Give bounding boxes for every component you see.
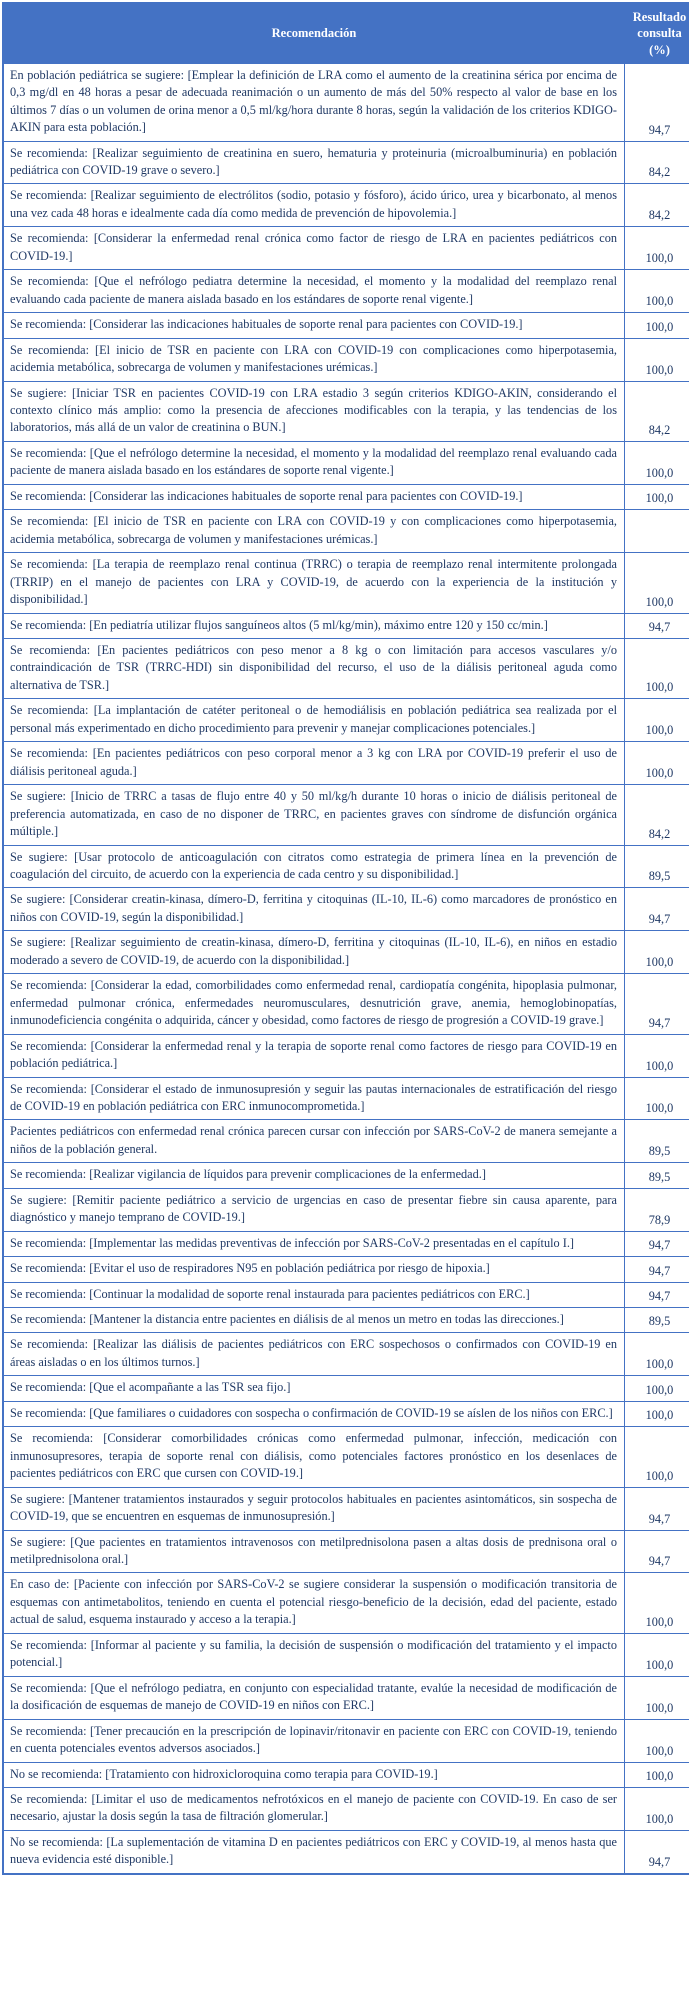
table-row — [3, 1077, 689, 1120]
recommendation-cell: Se recomienda: [Que el nefrólogo pediatra, en conjunto con especialidad tratante, evalúe la necesidad de modificación de la dosificación de esquemas de manejo de COVID-19 en niños con ERC.] — [3, 1676, 625, 1719]
result-cell: 100,0 — [625, 1401, 689, 1426]
recommendation-cell: Se recomienda: [Implementar las medidas preventivas de infección por SARS-CoV-2 presentadas en el capítulo I.] — [3, 1231, 625, 1256]
recommendation-cell: Se recomienda: [Considerar la enfermedad renal crónica como factor de riesgo de LRA en pacientes pediátricos con COVID-19.] — [3, 227, 625, 270]
recommendation-cell: Se recomienda: [Considerar las indicaciones habituales de soporte renal para pacientes con COVID-19.] — [3, 313, 625, 338]
result-cell: 100,0 — [625, 638, 689, 698]
result-cell: 100,0 — [625, 1034, 689, 1077]
table-row — [3, 553, 689, 613]
result-cell: 100,0 — [625, 1633, 689, 1676]
result-cell: 84,2 — [625, 785, 689, 845]
table-row — [3, 1401, 689, 1426]
table-row — [3, 381, 689, 441]
consensus-table — [2, 2, 689, 1875]
result-cell: 100,0 — [625, 1427, 689, 1487]
result-cell: 94,7 — [625, 888, 689, 931]
recommendation-cell: Se recomienda: [Continuar la modalidad de soporte renal instaurada para pacientes pediátricos con ERC.] — [3, 1282, 625, 1307]
result-cell: 100,0 — [625, 484, 689, 509]
table-row — [3, 313, 689, 338]
table-row — [3, 1530, 689, 1573]
table-row — [3, 1762, 689, 1787]
result-cell: 94,7 — [625, 1487, 689, 1530]
table-row — [3, 888, 689, 931]
result-cell: 100,0 — [625, 1573, 689, 1633]
result-cell: 100,0 — [625, 699, 689, 742]
recommendation-cell: Se recomienda: [Que el nefrólogo pediatra determine la necesidad, el momento y la modalidad del reemplazo renal evaluando cada paciente de manera aislada basado en los estándares de soporte renal vigente.] — [3, 270, 625, 313]
result-cell: 94,7 — [625, 1282, 689, 1307]
result-cell: 89,5 — [625, 845, 689, 888]
column-header-result: Resultado consulta (%) — [625, 3, 689, 63]
result-cell: 94,7 — [625, 613, 689, 638]
recommendation-cell: Se recomienda: [Realizar vigilancia de líquidos para prevenir complicaciones de la enfermedad.] — [3, 1163, 625, 1188]
table-row — [3, 63, 689, 141]
result-cell: 100,0 — [625, 1376, 689, 1401]
table-row — [3, 1376, 689, 1401]
result-cell: 84,2 — [625, 381, 689, 441]
recommendation-cell: Se recomienda: [Considerar la edad, comorbilidades como enfermedad renal, cardiopatía congénita, hipoplasia pulmonar, enfermedad pulmonar crónica, enfermedades neuromusculares, desnutrición grave, anemia, hemoglobinopatías, inmunodeficiencia congénita o adquirida, cáncer y obesidad, como factores de riesgo de progresión a COVID-19 grave.] — [3, 974, 625, 1034]
column-header-recommendation: Recomendación — [3, 3, 625, 63]
recommendation-cell: Se sugiere: [Remitir paciente pediátrico a servicio de urgencias en caso de presentar fiebre sin causa aparente, para diagnóstico y manejo temprano de COVID-19.] — [3, 1188, 625, 1231]
table-row — [3, 270, 689, 313]
recommendation-cell: Se recomienda: [El inicio de TSR en paciente con LRA con COVID-19 con complicaciones como hiperpotasemia, acidemia metabólica, sobrecarga de volumen y manifestaciones urémicas.] — [3, 338, 625, 381]
table-row — [3, 1333, 689, 1376]
recommendation-cell: Pacientes pediátricos con enfermedad renal crónica parecen cursar con infección por SARS-CoV-2 de manera semejante a niños de la población general. — [3, 1120, 625, 1163]
recommendation-cell: Se recomienda: [Realizar seguimiento de electrólitos (sodio, potasio y fósforo), ácido úrico, urea y bicarbonato, al menos una vez cada 48 horas e idealmente cada día como medida de prevención de hipovolemia.] — [3, 184, 625, 227]
recommendation-cell: Se recomienda: [Realizar las diálisis de pacientes pediátricos con ERC sospechosos o confirmados con COVID-19 en áreas aisladas o en los últimos turnos.] — [3, 1333, 625, 1376]
recommendation-cell: Se sugiere: [Mantener tratamientos instaurados y seguir protocolos habituales en pacientes asintomáticos, sin sospecha de COVID-19, que se encuentren en esquemas de inmunosupresión.] — [3, 1487, 625, 1530]
table-row — [3, 1282, 689, 1307]
result-cell: 100,0 — [625, 553, 689, 613]
result-cell: 100,0 — [625, 1788, 689, 1831]
recommendation-cell: Se sugiere: [Usar protocolo de anticoagulación con citratos como estrategia de primera línea en la prevención de coagulación del circuito, de acuerdo con la experiencia de cada centro y su disponibilidad.] — [3, 845, 625, 888]
recommendation-cell: Se recomienda: [Considerar el estado de inmunosupresión y seguir las pautas internacionales de estratificación del riesgo de COVID-19 en población pediátrica con ERC inmunocomprometida.] — [3, 1077, 625, 1120]
recommendation-cell: Se recomienda: [Considerar las indicaciones habituales de soporte renal para pacientes con COVID-19.] — [3, 484, 625, 509]
recommendation-cell: Se recomienda: [Que el acompañante a las TSR sea fijo.] — [3, 1376, 625, 1401]
result-cell: 94,7 — [625, 1257, 689, 1282]
recommendation-cell: Se recomienda: [La implantación de catéter peritoneal o de hemodiálisis en población pediátrica sea realizada por el personal más experimentado en dicho procedimiento para prevenir y manejar complicaciones potenciales.] — [3, 699, 625, 742]
recommendation-cell: Se sugiere: [Iniciar TSR en pacientes COVID-19 con LRA estadio 3 según criterios KDIGO-AKIN, considerando el contexto clínico más amplio: como la presencia de afecciones modificables con la terapia, y las tendencias de los laboratorios, más allá de un valor de creatinina o BUN.] — [3, 381, 625, 441]
result-cell: 84,2 — [625, 141, 689, 184]
recommendation-cell: No se recomienda: [Tratamiento con hidroxicloroquina como terapia para COVID-19.] — [3, 1762, 625, 1787]
recommendation-cell: Se recomienda: [Que el nefrólogo determine la necesidad, el momento y la modalidad del reemplazo renal evaluando cada paciente de manera aislada basado en los estándares de soporte renal vigente.] — [3, 441, 625, 484]
table-row — [3, 1257, 689, 1282]
table-row — [3, 1573, 689, 1633]
result-cell: 100,0 — [625, 742, 689, 785]
result-cell: 89,5 — [625, 1120, 689, 1163]
result-cell: 100,0 — [625, 270, 689, 313]
table-row — [3, 931, 689, 974]
table-row — [3, 638, 689, 698]
result-cell — [625, 510, 689, 553]
recommendation-cell: Se recomienda: [Evitar el uso de respiradores N95 en población pediátrica por riesgo de hipoxia.] — [3, 1257, 625, 1282]
recommendation-cell: Se recomienda: [En pediatría utilizar flujos sanguíneos altos (5 ml/kg/min), máximo entre 120 y 150 cc/min.] — [3, 613, 625, 638]
table-body — [3, 63, 689, 1874]
recommendation-cell: Se sugiere: [Que pacientes en tratamientos intravenosos con metilprednisolona pasen a altas dosis de prednisona oral o metilprednisolona oral.] — [3, 1530, 625, 1573]
table-row — [3, 1487, 689, 1530]
table-row — [3, 441, 689, 484]
recommendation-cell: Se recomienda: [Considerar comorbilidades crónicas como enfermedad pulmonar, infección, medicación con inmunosupresores, terapia de soporte renal con diálisis, como potenciales factores pronóstico en los desenlaces de pacientes pediátricos con ERC que cursen con COVID-19.] — [3, 1427, 625, 1487]
result-cell: 100,0 — [625, 313, 689, 338]
result-cell: 78,9 — [625, 1188, 689, 1231]
table-row — [3, 785, 689, 845]
result-cell: 100,0 — [625, 931, 689, 974]
recommendation-cell: Se recomienda: [Mantener la distancia entre pacientes en diálisis de al menos un metro en todas las direcciones.] — [3, 1308, 625, 1333]
recommendation-cell: Se recomienda: [En pacientes pediátricos con peso corporal menor a 3 kg con LRA por COVID-19 preferir el uso de diálisis peritoneal aguda.] — [3, 742, 625, 785]
recommendation-cell: Se recomienda: [La terapia de reemplazo renal continua (TRRC) o terapia de reemplazo renal intermitente prolongada (TRRIP) en el manejo de pacientes con LRA y COVID-19, de acuerdo con la experiencia de la institución y disponibilidad.] — [3, 553, 625, 613]
table-row — [3, 184, 689, 227]
result-cell: 100,0 — [625, 227, 689, 270]
result-cell: 89,5 — [625, 1163, 689, 1188]
recommendation-cell: En población pediátrica se sugiere: [Emplear la definición de LRA como el aumento de la creatinina sérica por encima de 0,3 mg/dl en 48 horas a pesar de adecuada reanimación o un aumento de más del 50% respecto al valor de base en los últimos 7 días o un volumen de orina menor a 0,5 ml/kg/hora durante 8 horas, según la validación de los criterios KDIGO-AKIN para esta población.] — [3, 63, 625, 141]
result-cell: 100,0 — [625, 441, 689, 484]
table-row — [3, 1788, 689, 1831]
recommendation-cell: Se sugiere: [Realizar seguimiento de creatin-kinasa, dímero-D, ferritina y citoquinas (IL-10, IL-6), en niños en estadio moderado a severo de COVID-19, de acuerdo con la disponibilidad.] — [3, 931, 625, 974]
result-cell: 100,0 — [625, 1676, 689, 1719]
table-row — [3, 1231, 689, 1256]
result-cell: 100,0 — [625, 1719, 689, 1762]
recommendation-cell: Se recomienda: [Limitar el uso de medicamentos nefrotóxicos en el manejo de paciente con COVID-19. En caso de ser necesario, ajustar la dosis según la tasa de filtración glomerular.] — [3, 1788, 625, 1831]
table-row — [3, 613, 689, 638]
table-row — [3, 1120, 689, 1163]
table-row — [3, 1830, 689, 1873]
result-cell: 94,7 — [625, 1231, 689, 1256]
result-cell: 94,7 — [625, 974, 689, 1034]
recommendation-cell: Se recomienda: [El inicio de TSR en paciente con LRA con COVID-19 y con complicaciones como hiperpotasemia, acidemia metabólica, sobrecarga de volumen y manifestaciones urémicas.] — [3, 510, 625, 553]
recommendation-cell: Se recomienda: [En pacientes pediátricos con peso menor a 8 kg o con limitación para accesos vasculares y/o contraindicación de TSR (TRRC-HDI) sin disponibilidad del recurso, el uso de la diálisis peritoneal aguda como alternativa de TSR.] — [3, 638, 625, 698]
table-header — [3, 3, 689, 63]
table-row — [3, 1034, 689, 1077]
result-cell: 100,0 — [625, 1333, 689, 1376]
table-row — [3, 338, 689, 381]
result-cell: 100,0 — [625, 1077, 689, 1120]
table-row — [3, 845, 689, 888]
recommendation-cell: Se sugiere: [Considerar creatin-kinasa, dímero-D, ferritina y citoquinas (IL-10, IL-6) como marcadores de pronóstico en niños con COVID-19, según la disponibilidad.] — [3, 888, 625, 931]
result-cell: 94,7 — [625, 63, 689, 141]
table-row — [3, 1427, 689, 1487]
table-row — [3, 1308, 689, 1333]
recommendation-cell: No se recomienda: [La suplementación de vitamina D en pacientes pediátricos con ERC y COVID-19, al menos hasta que nueva evidencia esté disponible.] — [3, 1830, 625, 1873]
result-cell: 89,5 — [625, 1308, 689, 1333]
table-row — [3, 1676, 689, 1719]
recommendation-cell: Se sugiere: [Inicio de TRRC a tasas de flujo entre 40 y 50 ml/kg/h durante 10 horas o inicio de diálisis peritoneal de preferencia automatizada, en caso de no disponer de TRRC, en pacientes graves con síndrome de disfunción orgánica múltiple.] — [3, 785, 625, 845]
recommendation-cell: Se recomienda: [Tener precaución en la prescripción de lopinavir/ritonavir en paciente con ERC con COVID-19, teniendo en cuenta potenciales eventos adversos asociados.] — [3, 1719, 625, 1762]
recommendation-cell: Se recomienda: [Considerar la enfermedad renal y la terapia de soporte renal como factores de riesgo para COVID-19 en población pediátrica.] — [3, 1034, 625, 1077]
table-row — [3, 1163, 689, 1188]
recommendation-cell: En caso de: [Paciente con infección por SARS-CoV-2 se sugiere considerar la suspensión o modificación transitoria de esquemas con antimetabolitos, teniendo en cuenta el potencial riesgo-beneficio de la decisión, edad del paciente, estado actual de salud, esquema instaurado y acceso a la terapia.] — [3, 1573, 625, 1633]
result-cell: 94,7 — [625, 1530, 689, 1573]
table-row — [3, 510, 689, 553]
table-row — [3, 974, 689, 1034]
table-row — [3, 742, 689, 785]
table-row — [3, 227, 689, 270]
header-row — [3, 3, 689, 63]
result-cell: 100,0 — [625, 338, 689, 381]
table-row — [3, 1188, 689, 1231]
table-row — [3, 1719, 689, 1762]
table-row — [3, 699, 689, 742]
recommendation-cell: Se recomienda: [Informar al paciente y su familia, la decisión de suspensión o modificación del tratamiento y el impacto potencial.] — [3, 1633, 625, 1676]
table-row — [3, 1633, 689, 1676]
table-row — [3, 141, 689, 184]
recommendation-cell: Se recomienda: [Que familiares o cuidadores con sospecha o confirmación de COVID-19 se aíslen de los niños con ERC.] — [3, 1401, 625, 1426]
table-row — [3, 484, 689, 509]
result-cell: 94,7 — [625, 1830, 689, 1873]
result-cell: 84,2 — [625, 184, 689, 227]
recommendation-cell: Se recomienda: [Realizar seguimiento de creatinina en suero, hematuria y proteinuria (microalbuminuria) en población pediátrica con COVID-19 grave o severo.] — [3, 141, 625, 184]
result-cell: 100,0 — [625, 1762, 689, 1787]
